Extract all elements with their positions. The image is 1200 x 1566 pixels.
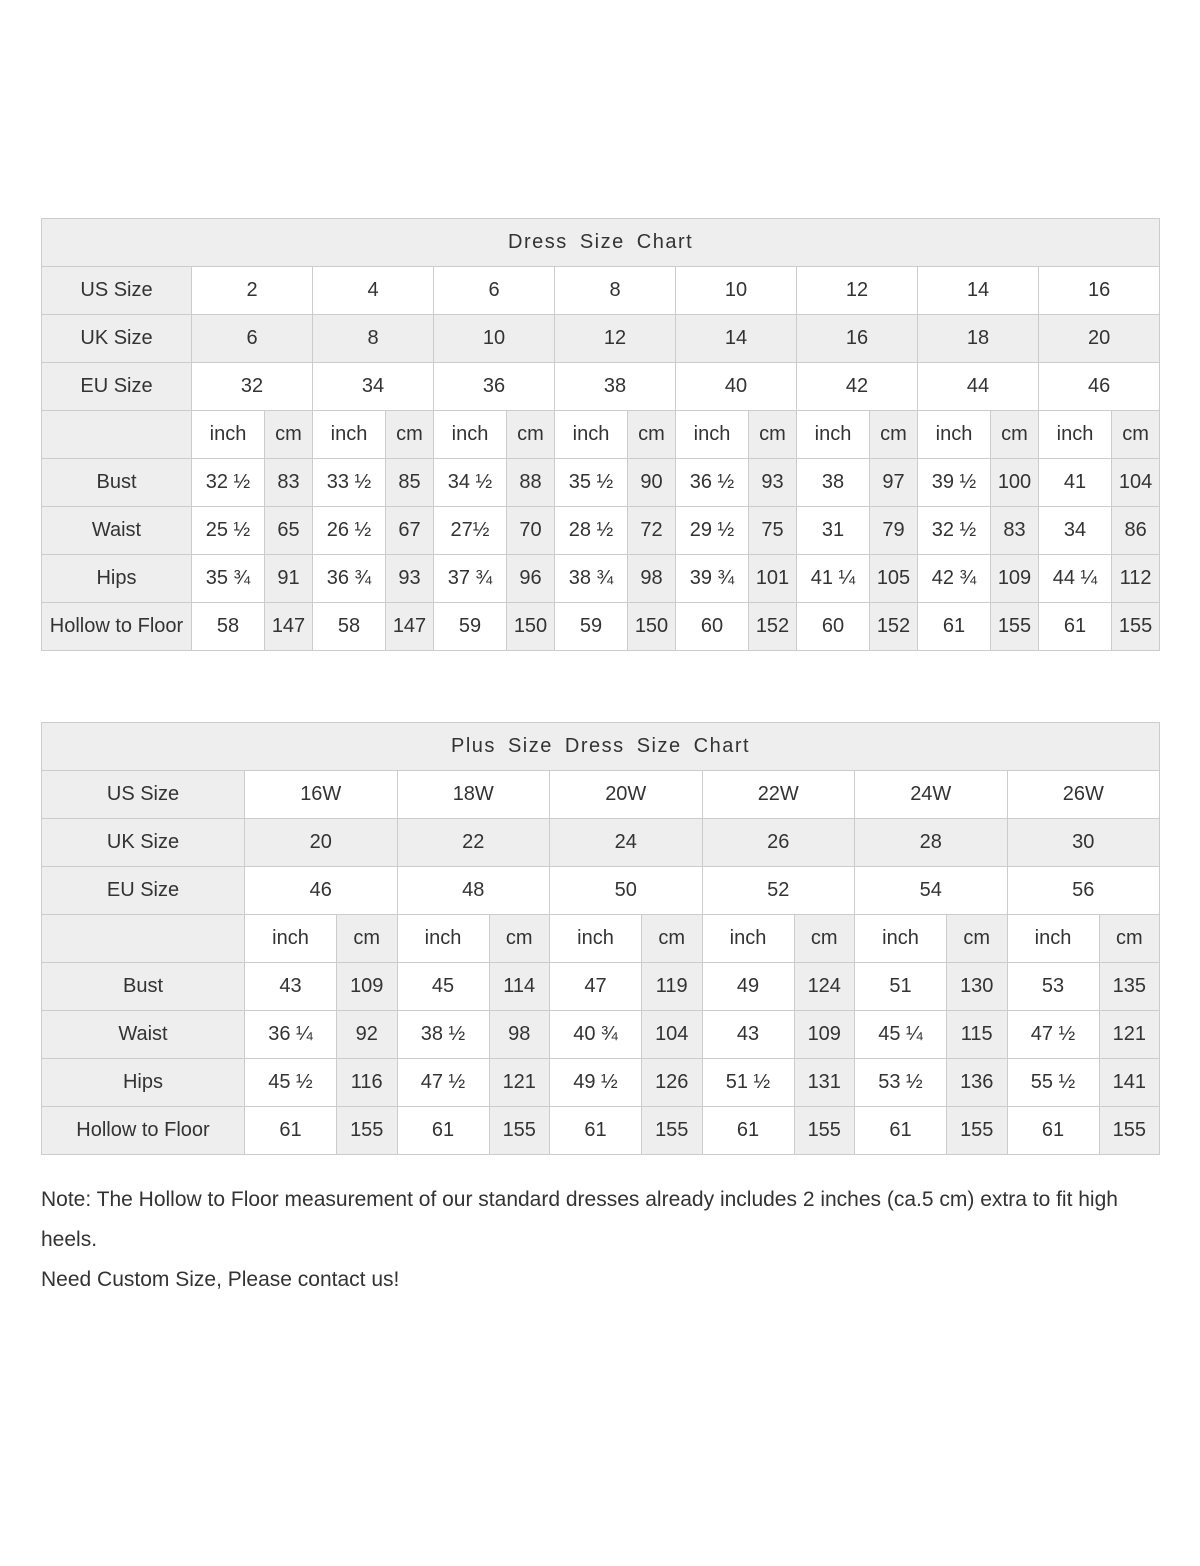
measurement-cm-value: 97 [870, 459, 918, 507]
measurement-inch-value: 32 ½ [192, 459, 265, 507]
measurement-cm-value: 75 [749, 507, 797, 555]
custom-size-note: Need Custom Size, Please contact us! [41, 1268, 400, 1291]
measurement-inch-value: 28 ½ [555, 507, 628, 555]
us-size-row-label: US Size [42, 771, 245, 819]
measurement-cm-value: 147 [386, 603, 434, 651]
measurement-inch-value: 45 ½ [245, 1059, 337, 1107]
unit-cm-label: cm [507, 411, 555, 459]
unit-row-empty-label [42, 915, 245, 963]
measurement-cm-value: 150 [507, 603, 555, 651]
measurement-inch-value: 61 [1039, 603, 1112, 651]
measurement-inch-value: 53 ½ [855, 1059, 947, 1107]
plus_chart-title: Plus Size Dress Size Chart [42, 723, 1160, 771]
measurement-row-label: Waist [42, 507, 192, 555]
plus-size-dress-size-table [41, 722, 1160, 1155]
eu-size-value: 46 [245, 867, 398, 915]
measurement-inch-value: 47 ½ [397, 1059, 489, 1107]
unit-cm-label: cm [642, 915, 703, 963]
measurement-inch-value: 36 ¾ [313, 555, 386, 603]
unit-inch-label: inch [192, 411, 265, 459]
measurement-cm-value: 135 [1099, 963, 1160, 1011]
measurement-cm-value: 124 [794, 963, 855, 1011]
measurement-row-label: Waist [42, 1011, 245, 1059]
measurement-cm-value: 155 [337, 1107, 398, 1155]
us-size-value: 2 [192, 267, 313, 315]
measurement-inch-value: 47 [550, 963, 642, 1011]
measurement-row-label: Hollow to Floor [42, 603, 192, 651]
measurement-inch-value: 34 [1039, 507, 1112, 555]
measurement-cm-value: 65 [265, 507, 313, 555]
measurement-inch-value: 45 [397, 963, 489, 1011]
measurement-cm-value: 109 [794, 1011, 855, 1059]
measurement-inch-value: 26 ½ [313, 507, 386, 555]
measurement-inch-value: 38 ½ [397, 1011, 489, 1059]
eu-size-value: 40 [676, 363, 797, 411]
measurement-cm-value: 155 [1099, 1107, 1160, 1155]
measurement-inch-value: 44 ¼ [1039, 555, 1112, 603]
us-size-row-label: US Size [42, 267, 192, 315]
measurement-row-label: Hips [42, 1059, 245, 1107]
us-size-value: 26W [1007, 771, 1160, 819]
measurement-inch-value: 41 ¼ [797, 555, 870, 603]
unit-cm-label: cm [1099, 915, 1160, 963]
measurement-inch-value: 61 [245, 1107, 337, 1155]
uk-size-value: 28 [855, 819, 1008, 867]
measurement-inch-value: 51 ½ [702, 1059, 794, 1107]
measurement-cm-value: 100 [991, 459, 1039, 507]
us-size-value: 4 [313, 267, 434, 315]
uk-size-value: 18 [918, 315, 1039, 363]
unit-cm-label: cm [265, 411, 313, 459]
unit-inch-label: inch [434, 411, 507, 459]
measurement-cm-value: 155 [642, 1107, 703, 1155]
measurement-cm-value: 152 [870, 603, 918, 651]
unit-row-empty-label [42, 411, 192, 459]
us-size-value: 8 [555, 267, 676, 315]
measurement-inch-value: 51 [855, 963, 947, 1011]
eu-size-row-label: EU Size [42, 867, 245, 915]
measurement-cm-value: 155 [991, 603, 1039, 651]
us-size-value: 16W [245, 771, 398, 819]
measurement-cm-value: 121 [1099, 1011, 1160, 1059]
measurement-cm-value: 147 [265, 603, 313, 651]
measurement-inch-value: 29 ½ [676, 507, 749, 555]
us-size-value: 24W [855, 771, 1008, 819]
measurement-cm-value: 104 [1112, 459, 1160, 507]
uk-size-value: 8 [313, 315, 434, 363]
measurement-inch-value: 41 [1039, 459, 1112, 507]
measurement-inch-value: 40 ¾ [550, 1011, 642, 1059]
uk-size-value: 20 [245, 819, 398, 867]
measurement-cm-value: 130 [947, 963, 1008, 1011]
uk-size-row-label: UK Size [42, 819, 245, 867]
us-size-value: 22W [702, 771, 855, 819]
unit-inch-label: inch [918, 411, 991, 459]
measurement-cm-value: 121 [489, 1059, 550, 1107]
measurement-cm-value: 152 [749, 603, 797, 651]
measurement-row-label: Bust [42, 459, 192, 507]
measurement-cm-value: 104 [642, 1011, 703, 1059]
measurement-cm-value: 96 [507, 555, 555, 603]
measurement-cm-value: 86 [1112, 507, 1160, 555]
measurement-inch-value: 60 [676, 603, 749, 651]
measurement-inch-value: 25 ½ [192, 507, 265, 555]
eu-size-row-label: EU Size [42, 363, 192, 411]
measurement-inch-value: 61 [550, 1107, 642, 1155]
measurement-cm-value: 101 [749, 555, 797, 603]
uk-size-value: 26 [702, 819, 855, 867]
eu-size-value: 54 [855, 867, 1008, 915]
measurement-cm-value: 79 [870, 507, 918, 555]
unit-cm-label: cm [794, 915, 855, 963]
measurement-inch-value: 35 ¾ [192, 555, 265, 603]
measurement-inch-value: 49 [702, 963, 794, 1011]
measurement-inch-value: 47 ½ [1007, 1011, 1099, 1059]
measurement-inch-value: 39 ½ [918, 459, 991, 507]
eu-size-value: 38 [555, 363, 676, 411]
uk-size-value: 12 [555, 315, 676, 363]
eu-size-value: 50 [550, 867, 703, 915]
uk-size-value: 24 [550, 819, 703, 867]
measurement-inch-value: 49 ½ [550, 1059, 642, 1107]
unit-inch-label: inch [245, 915, 337, 963]
measurement-cm-value: 93 [386, 555, 434, 603]
measurement-inch-value: 38 ¾ [555, 555, 628, 603]
eu-size-value: 46 [1039, 363, 1160, 411]
eu-size-value: 32 [192, 363, 313, 411]
measurement-inch-value: 53 [1007, 963, 1099, 1011]
standard-dress-size-table [41, 218, 1160, 651]
measurement-cm-value: 83 [991, 507, 1039, 555]
measurement-cm-value: 91 [265, 555, 313, 603]
unit-inch-label: inch [397, 915, 489, 963]
eu-size-value: 34 [313, 363, 434, 411]
measurement-cm-value: 105 [870, 555, 918, 603]
unit-inch-label: inch [855, 915, 947, 963]
measurement-cm-value: 114 [489, 963, 550, 1011]
measurement-inch-value: 31 [797, 507, 870, 555]
uk-size-value: 16 [797, 315, 918, 363]
measurement-row-label: Hollow to Floor [42, 1107, 245, 1155]
measurement-cm-value: 155 [947, 1107, 1008, 1155]
us-size-value: 6 [434, 267, 555, 315]
measurement-inch-value: 36 ½ [676, 459, 749, 507]
eu-size-value: 42 [797, 363, 918, 411]
uk-size-row-label: UK Size [42, 315, 192, 363]
uk-size-value: 14 [676, 315, 797, 363]
measurement-inch-value: 61 [918, 603, 991, 651]
measurement-cm-value: 98 [628, 555, 676, 603]
unit-inch-label: inch [676, 411, 749, 459]
measurement-cm-value: 150 [628, 603, 676, 651]
measurement-inch-value: 35 ½ [555, 459, 628, 507]
measurement-inch-value: 32 ½ [918, 507, 991, 555]
measurement-inch-value: 36 ¼ [245, 1011, 337, 1059]
measurement-cm-value: 116 [337, 1059, 398, 1107]
measurement-cm-value: 98 [489, 1011, 550, 1059]
uk-size-value: 10 [434, 315, 555, 363]
unit-inch-label: inch [702, 915, 794, 963]
us-size-value: 10 [676, 267, 797, 315]
measurement-inch-value: 61 [855, 1107, 947, 1155]
eu-size-value: 52 [702, 867, 855, 915]
measurement-cm-value: 85 [386, 459, 434, 507]
unit-cm-label: cm [1112, 411, 1160, 459]
measurement-inch-value: 33 ½ [313, 459, 386, 507]
us-size-value: 12 [797, 267, 918, 315]
measurement-cm-value: 155 [1112, 603, 1160, 651]
unit-cm-label: cm [947, 915, 1008, 963]
measurement-cm-value: 83 [265, 459, 313, 507]
unit-inch-label: inch [555, 411, 628, 459]
measurement-cm-value: 72 [628, 507, 676, 555]
measurement-cm-value: 119 [642, 963, 703, 1011]
measurement-row-label: Hips [42, 555, 192, 603]
measurement-cm-value: 109 [337, 963, 398, 1011]
measurement-inch-value: 39 ¾ [676, 555, 749, 603]
us-size-value: 20W [550, 771, 703, 819]
measurement-cm-value: 88 [507, 459, 555, 507]
measurement-inch-value: 37 ¾ [434, 555, 507, 603]
unit-inch-label: inch [797, 411, 870, 459]
measurement-inch-value: 58 [192, 603, 265, 651]
measurement-cm-value: 92 [337, 1011, 398, 1059]
measurement-cm-value: 112 [1112, 555, 1160, 603]
us-size-value: 18W [397, 771, 550, 819]
eu-size-value: 48 [397, 867, 550, 915]
measurement-cm-value: 131 [794, 1059, 855, 1107]
measurement-cm-value: 70 [507, 507, 555, 555]
measurement-cm-value: 155 [794, 1107, 855, 1155]
unit-cm-label: cm [489, 915, 550, 963]
unit-inch-label: inch [1007, 915, 1099, 963]
measurement-inch-value: 45 ¼ [855, 1011, 947, 1059]
measurement-inch-value: 58 [313, 603, 386, 651]
unit-cm-label: cm [386, 411, 434, 459]
eu-size-value: 56 [1007, 867, 1160, 915]
measurement-inch-value: 61 [702, 1107, 794, 1155]
footnotes [41, 1180, 1159, 1300]
measurement-cm-value: 90 [628, 459, 676, 507]
measurement-inch-value: 59 [434, 603, 507, 651]
unit-inch-label: inch [1039, 411, 1112, 459]
measurement-inch-value: 59 [555, 603, 628, 651]
unit-cm-label: cm [870, 411, 918, 459]
unit-inch-label: inch [313, 411, 386, 459]
unit-cm-label: cm [337, 915, 398, 963]
measurement-row-label: Bust [42, 963, 245, 1011]
measurement-cm-value: 93 [749, 459, 797, 507]
hollow-to-floor-note: Note: The Hollow to Floor measurement of our standard dresses already includes 2 inches (ca.5 cm) extra to fit high heels. [41, 1188, 1118, 1251]
standard_chart-title: Dress Size Chart [42, 219, 1160, 267]
measurement-inch-value: 43 [702, 1011, 794, 1059]
measurement-cm-value: 109 [991, 555, 1039, 603]
measurement-inch-value: 61 [397, 1107, 489, 1155]
measurement-cm-value: 126 [642, 1059, 703, 1107]
measurement-inch-value: 38 [797, 459, 870, 507]
measurement-cm-value: 67 [386, 507, 434, 555]
measurement-inch-value: 27½ [434, 507, 507, 555]
unit-cm-label: cm [628, 411, 676, 459]
measurement-inch-value: 42 ¾ [918, 555, 991, 603]
unit-inch-label: inch [550, 915, 642, 963]
us-size-value: 16 [1039, 267, 1160, 315]
measurement-inch-value: 61 [1007, 1107, 1099, 1155]
uk-size-value: 20 [1039, 315, 1160, 363]
measurement-cm-value: 141 [1099, 1059, 1160, 1107]
uk-size-value: 22 [397, 819, 550, 867]
measurement-inch-value: 55 ½ [1007, 1059, 1099, 1107]
measurement-inch-value: 34 ½ [434, 459, 507, 507]
measurement-cm-value: 155 [489, 1107, 550, 1155]
measurement-cm-value: 115 [947, 1011, 1008, 1059]
eu-size-value: 44 [918, 363, 1039, 411]
measurement-inch-value: 43 [245, 963, 337, 1011]
measurement-cm-value: 136 [947, 1059, 1008, 1107]
uk-size-value: 6 [192, 315, 313, 363]
unit-cm-label: cm [991, 411, 1039, 459]
unit-cm-label: cm [749, 411, 797, 459]
measurement-inch-value: 60 [797, 603, 870, 651]
eu-size-value: 36 [434, 363, 555, 411]
us-size-value: 14 [918, 267, 1039, 315]
uk-size-value: 30 [1007, 819, 1160, 867]
